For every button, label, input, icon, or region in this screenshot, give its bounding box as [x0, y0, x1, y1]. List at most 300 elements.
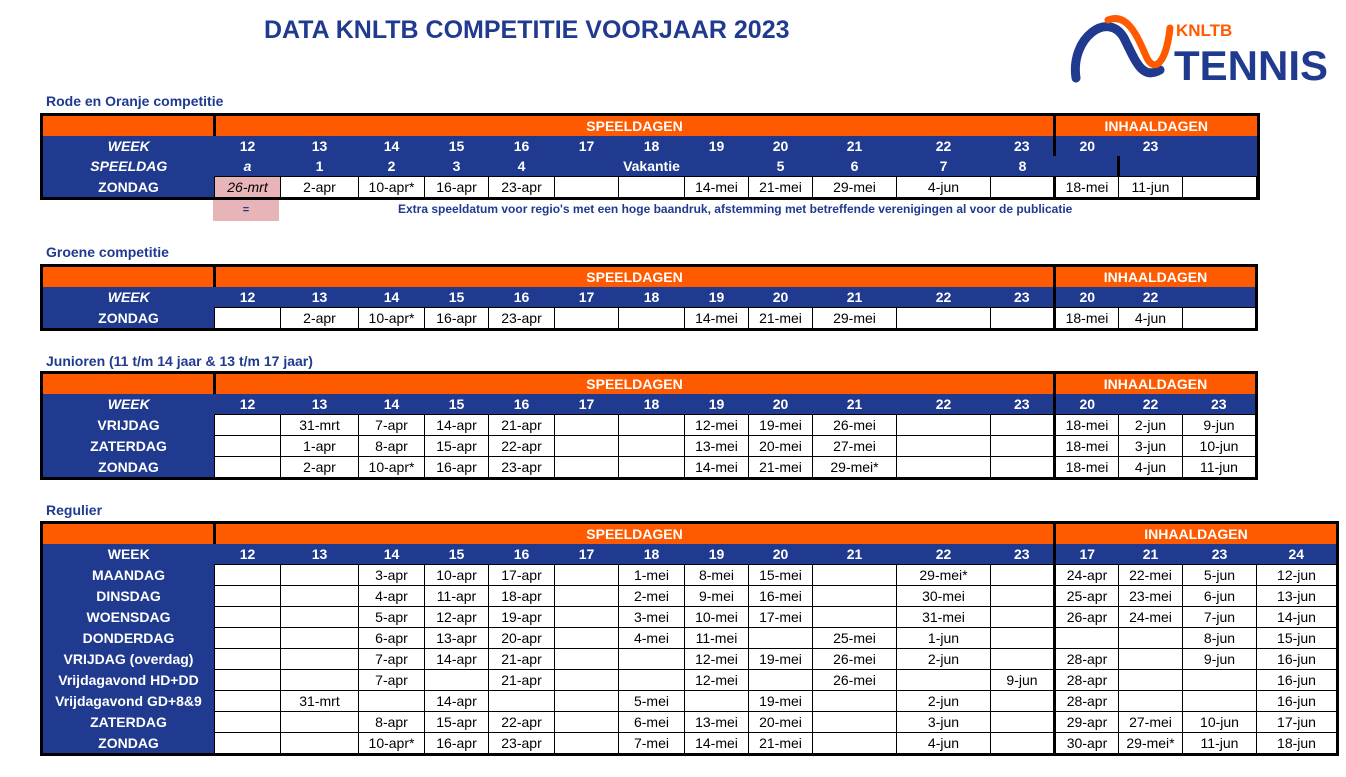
- date-cell: 14-mei: [685, 308, 749, 330]
- date-cell: 2-apr: [281, 308, 359, 330]
- catch-date-cell: [1119, 649, 1183, 670]
- date-cell: [991, 457, 1055, 479]
- week-cell: 21: [813, 544, 897, 565]
- week-cell: 13: [281, 287, 359, 308]
- week-cell: 20: [749, 394, 813, 415]
- date-cell: 7-apr: [359, 670, 425, 691]
- catch-date-cell: 22-mei: [1119, 565, 1183, 586]
- logo-brand: KNLTB: [1176, 21, 1233, 40]
- date-cell: 11-apr: [425, 586, 489, 607]
- catch-week-cell: 23: [1183, 394, 1257, 415]
- week-cell: 23: [991, 287, 1055, 308]
- date-cell: [555, 436, 619, 457]
- date-cell: [281, 628, 359, 649]
- week-cell: 18: [619, 394, 685, 415]
- week-cell: 17: [555, 136, 619, 156]
- catch-date-cell: 16-jun: [1257, 649, 1338, 670]
- date-cell: [619, 415, 685, 436]
- date-cell: [619, 670, 685, 691]
- date-cell: 1-jun: [897, 628, 991, 649]
- date-cell: [897, 415, 991, 436]
- row-label: ZATERDAG: [42, 712, 215, 733]
- date-cell: 26-mrt: [215, 177, 281, 199]
- table-row: [42, 649, 1338, 670]
- week-cell: 23: [991, 394, 1055, 415]
- date-cell: 14-apr: [425, 691, 489, 712]
- catch-date-cell: 9-jun: [1183, 415, 1257, 436]
- date-cell: 31-mei: [897, 607, 991, 628]
- catch-date-cell: 3-jun: [1119, 436, 1183, 457]
- week-cell: 13: [281, 544, 359, 565]
- date-cell: 4-jun: [897, 733, 991, 755]
- catch-week-cell: 20: [1055, 394, 1119, 415]
- date-cell: 10-apr*: [359, 177, 425, 199]
- catch-date-cell: 28-apr: [1055, 649, 1119, 670]
- table-row: [42, 607, 1338, 628]
- section-title-regulier: Regulier: [46, 502, 103, 518]
- date-cell: 10-mei: [685, 607, 749, 628]
- week-cell: 17: [555, 287, 619, 308]
- date-cell: 1-apr: [281, 436, 359, 457]
- regulier-table: [40, 521, 1339, 756]
- date-cell: [215, 308, 281, 330]
- speeldag-cell: a: [215, 156, 281, 177]
- date-cell: [619, 436, 685, 457]
- date-cell: [215, 436, 281, 457]
- catch-date-cell: 10-jun: [1183, 436, 1257, 457]
- row-label: DINSDAG: [42, 586, 215, 607]
- catch-date-cell: [1119, 691, 1183, 712]
- date-cell: [991, 607, 1055, 628]
- row-label: SPEELDAG: [42, 156, 215, 177]
- catch-date-cell: 29-mei*: [1119, 733, 1183, 755]
- date-cell: [897, 308, 991, 330]
- date-cell: 10-apr*: [359, 308, 425, 330]
- date-cell: [555, 712, 619, 733]
- week-cell: 14: [359, 136, 425, 156]
- catch-date-cell: 6-jun: [1183, 586, 1257, 607]
- date-cell: [897, 670, 991, 691]
- row-label: ZATERDAG: [42, 436, 215, 457]
- date-cell: [685, 691, 749, 712]
- date-cell: [555, 607, 619, 628]
- date-cell: 13-apr: [425, 628, 489, 649]
- date-cell: [897, 436, 991, 457]
- date-cell: [215, 649, 281, 670]
- date-cell: [215, 733, 281, 755]
- week-cell: 23: [991, 544, 1055, 565]
- week-cell: 21: [813, 287, 897, 308]
- date-cell: [749, 628, 813, 649]
- speeldagen-header: SPEELDAGEN: [215, 115, 1055, 137]
- week-cell: 22: [897, 394, 991, 415]
- date-cell: [619, 457, 685, 479]
- date-cell: [991, 308, 1055, 330]
- date-cell: [555, 670, 619, 691]
- speeldag-cell: 6: [813, 156, 897, 177]
- date-cell: [991, 733, 1055, 755]
- week-cell: 12: [215, 394, 281, 415]
- date-cell: 2-mei: [619, 586, 685, 607]
- date-cell: [991, 586, 1055, 607]
- date-cell: [619, 308, 685, 330]
- date-cell: 30-mei: [897, 586, 991, 607]
- catch-date-cell: [1183, 691, 1257, 712]
- catch-date-cell: 8-jun: [1183, 628, 1257, 649]
- date-cell: 21-mei: [749, 733, 813, 755]
- catch-date-cell: 29-apr: [1055, 712, 1119, 733]
- page-title: DATA KNLTB COMPETITIE VOORJAAR 2023: [264, 16, 790, 44]
- catch-week-cell: 21: [1119, 544, 1183, 565]
- date-cell: [215, 712, 281, 733]
- table-row: [42, 565, 1338, 586]
- catch-date-cell: 12-jun: [1257, 565, 1338, 586]
- catch-date-cell: 30-apr: [1055, 733, 1119, 755]
- date-cell: 13-mei: [685, 712, 749, 733]
- week-cell: 14: [359, 394, 425, 415]
- week-label: WEEK: [42, 287, 215, 308]
- row-label: VRIJDAG: [42, 415, 215, 436]
- date-cell: 7-mei: [619, 733, 685, 755]
- date-cell: 23-apr: [489, 177, 555, 199]
- week-cell: 18: [619, 136, 685, 156]
- table-row: [42, 436, 1257, 457]
- date-cell: 15-apr: [425, 712, 489, 733]
- date-cell: 31-mrt: [281, 691, 359, 712]
- row-label: MAANDAG: [42, 565, 215, 586]
- date-cell: [359, 691, 425, 712]
- row-label: Vrijdagavond HD+DD: [42, 670, 215, 691]
- date-cell: 23-apr: [489, 308, 555, 330]
- date-cell: 14-mei: [685, 733, 749, 755]
- date-cell: [813, 565, 897, 586]
- date-cell: 21-apr: [489, 670, 555, 691]
- date-cell: 21-apr: [489, 649, 555, 670]
- date-cell: [991, 415, 1055, 436]
- catch-date-cell: 5-jun: [1183, 565, 1257, 586]
- date-cell: 20-mei: [749, 436, 813, 457]
- date-cell: [489, 691, 555, 712]
- date-cell: 22-apr: [489, 436, 555, 457]
- date-cell: 14-mei: [685, 457, 749, 479]
- date-cell: 11-mei: [685, 628, 749, 649]
- date-cell: [749, 670, 813, 691]
- date-cell: [555, 415, 619, 436]
- catch-date-cell: 7-jun: [1183, 607, 1257, 628]
- catch-date-cell: 28-apr: [1055, 670, 1119, 691]
- catch-date-cell: 27-mei: [1119, 712, 1183, 733]
- date-cell: [555, 565, 619, 586]
- date-cell: 5-apr: [359, 607, 425, 628]
- row-label: WOENSDAG: [42, 607, 215, 628]
- inhaaldagen-header: INHAALDAGEN: [1055, 373, 1257, 395]
- table-row: [42, 415, 1257, 436]
- groene-table: [40, 264, 1258, 331]
- row-label: ZONDAG: [42, 457, 215, 479]
- logo-name: TENNIS: [1174, 42, 1328, 89]
- date-cell: 16-apr: [425, 733, 489, 755]
- catch-date-cell: 4-jun: [1119, 457, 1183, 479]
- table-row: [42, 457, 1257, 479]
- table-row: [42, 691, 1338, 712]
- row-label: Vrijdagavond GD+8&9: [42, 691, 215, 712]
- catch-week-cell: 20: [1055, 136, 1119, 156]
- date-cell: [281, 649, 359, 670]
- date-cell: 21-mei: [749, 457, 813, 479]
- catch-date-cell: 24-mei: [1119, 607, 1183, 628]
- date-cell: 18-apr: [489, 586, 555, 607]
- date-cell: 10-apr*: [359, 733, 425, 755]
- date-cell: [215, 457, 281, 479]
- date-cell: 16-apr: [425, 308, 489, 330]
- date-cell: [215, 586, 281, 607]
- catch-date-cell: 24-apr: [1055, 565, 1119, 586]
- date-cell: [813, 712, 897, 733]
- date-cell: 21-mei: [749, 308, 813, 330]
- row-label: DONDERDAG: [42, 628, 215, 649]
- catch-date-cell: 11-jun: [1183, 733, 1257, 755]
- date-cell: 20-mei: [749, 712, 813, 733]
- catch-date-cell: [1183, 670, 1257, 691]
- catch-week-cell: 24: [1257, 544, 1338, 565]
- week-cell: 12: [215, 136, 281, 156]
- week-cell: 22: [897, 287, 991, 308]
- week-cell: 14: [359, 287, 425, 308]
- catch-week-cell: 22: [1119, 394, 1183, 415]
- date-cell: [813, 586, 897, 607]
- date-cell: [555, 457, 619, 479]
- table-row: [42, 733, 1338, 755]
- date-cell: [281, 586, 359, 607]
- date-cell: 29-mei*: [813, 457, 897, 479]
- date-cell: 5-mei: [619, 691, 685, 712]
- date-cell: 17-mei: [749, 607, 813, 628]
- date-cell: [215, 691, 281, 712]
- date-cell: [555, 177, 619, 199]
- date-cell: 12-mei: [685, 649, 749, 670]
- week-cell: 13: [281, 394, 359, 415]
- date-cell: 27-mei: [813, 436, 897, 457]
- inhaaldagen-header: INHAALDAGEN: [1055, 115, 1257, 137]
- week-cell: 15: [425, 544, 489, 565]
- date-cell: [991, 436, 1055, 457]
- week-cell: 18: [619, 544, 685, 565]
- date-cell: [281, 565, 359, 586]
- date-cell: [813, 607, 897, 628]
- date-cell: [281, 712, 359, 733]
- speeldag-cell: 5: [749, 156, 813, 177]
- week-label: WEEK: [42, 394, 215, 415]
- date-cell: 26-mei: [813, 415, 897, 436]
- date-cell: 23-apr: [489, 457, 555, 479]
- date-cell: [215, 628, 281, 649]
- week-cell: 13: [281, 136, 359, 156]
- catch-week-cell: 20: [1055, 287, 1119, 308]
- catch-date-cell: 11-jun: [1183, 457, 1257, 479]
- date-cell: [215, 670, 281, 691]
- date-cell: 25-mei: [813, 628, 897, 649]
- catch-date-cell: 2-jun: [1119, 415, 1183, 436]
- catch-date-cell: 18-mei: [1055, 308, 1119, 330]
- date-cell: [619, 177, 685, 199]
- week-cell: 19: [685, 287, 749, 308]
- date-cell: 19-mei: [749, 691, 813, 712]
- week-label: WEEK: [42, 544, 215, 565]
- section-title-rode-oranje: Rode en Oranje competitie: [46, 93, 224, 109]
- speeldag-cell: 7: [897, 156, 991, 177]
- date-cell: [991, 628, 1055, 649]
- catch-date-cell: 25-apr: [1055, 586, 1119, 607]
- date-cell: 20-apr: [489, 628, 555, 649]
- table-row: [42, 670, 1338, 691]
- week-cell: 21: [813, 136, 897, 156]
- date-cell: 13-mei: [685, 436, 749, 457]
- date-cell: 23-apr: [489, 733, 555, 755]
- date-cell: 14-apr: [425, 415, 489, 436]
- week-cell: 14: [359, 544, 425, 565]
- speeldag-vakantie: Vakantie: [555, 156, 749, 177]
- date-cell: 3-apr: [359, 565, 425, 586]
- date-cell: 19-mei: [749, 415, 813, 436]
- date-cell: [281, 607, 359, 628]
- catch-date-cell: 17-jun: [1257, 712, 1338, 733]
- speeldagen-header: SPEELDAGEN: [215, 373, 1055, 395]
- date-cell: 29-mei: [813, 177, 897, 199]
- date-cell: 2-jun: [897, 691, 991, 712]
- date-cell: 8-mei: [685, 565, 749, 586]
- catch-date-cell: 13-jun: [1257, 586, 1338, 607]
- catch-date-cell: 18-mei: [1055, 415, 1119, 436]
- date-cell: [897, 457, 991, 479]
- date-cell: [555, 649, 619, 670]
- speeldag-cell: 1: [281, 156, 359, 177]
- inhaaldagen-header: INHAALDAGEN: [1055, 523, 1338, 545]
- date-cell: [555, 733, 619, 755]
- week-cell: 16: [489, 136, 555, 156]
- week-cell: 19: [685, 394, 749, 415]
- date-cell: 14-mei: [685, 177, 749, 199]
- date-cell: 15-mei: [749, 565, 813, 586]
- catch-date-cell: 11-jun: [1119, 177, 1183, 199]
- week-cell: 15: [425, 287, 489, 308]
- week-cell: 18: [619, 287, 685, 308]
- date-cell: 12-mei: [685, 415, 749, 436]
- date-cell: 4-mei: [619, 628, 685, 649]
- speeldag-cell: 8: [991, 156, 1055, 177]
- date-cell: 19-apr: [489, 607, 555, 628]
- speeldag-cell: [1055, 156, 1119, 177]
- date-cell: [619, 649, 685, 670]
- date-cell: 2-apr: [281, 177, 359, 199]
- date-cell: 3-jun: [897, 712, 991, 733]
- week-cell: 19: [685, 136, 749, 156]
- date-cell: 6-apr: [359, 628, 425, 649]
- inhaaldagen-header: INHAALDAGEN: [1055, 266, 1257, 288]
- week-cell: 16: [489, 544, 555, 565]
- row-label: VRIJDAG (overdag): [42, 649, 215, 670]
- date-cell: 8-apr: [359, 712, 425, 733]
- date-cell: [991, 649, 1055, 670]
- row-label: ZONDAG: [42, 308, 215, 330]
- date-cell: [215, 415, 281, 436]
- date-cell: [215, 607, 281, 628]
- date-cell: 10-apr: [425, 565, 489, 586]
- catch-date-cell: 28-apr: [1055, 691, 1119, 712]
- week-cell: 21: [813, 394, 897, 415]
- week-cell: 17: [555, 394, 619, 415]
- date-cell: [215, 565, 281, 586]
- date-cell: [991, 177, 1055, 199]
- date-cell: 2-apr: [281, 457, 359, 479]
- catch-date-cell: 18-jun: [1257, 733, 1338, 755]
- date-cell: 26-mei: [813, 649, 897, 670]
- date-cell: 4-apr: [359, 586, 425, 607]
- speeldagen-header: SPEELDAGEN: [215, 266, 1055, 288]
- catch-date-cell: [1119, 670, 1183, 691]
- date-cell: [555, 691, 619, 712]
- date-cell: 10-apr*: [359, 457, 425, 479]
- catch-date-cell: 4-jun: [1119, 308, 1183, 330]
- week-label: WEEK: [42, 136, 215, 156]
- date-cell: 3-mei: [619, 607, 685, 628]
- date-cell: [991, 712, 1055, 733]
- catch-week-cell: 17: [1055, 544, 1119, 565]
- catch-date-cell: 16-jun: [1257, 691, 1338, 712]
- date-cell: [991, 691, 1055, 712]
- week-cell: 17: [555, 544, 619, 565]
- catch-date-cell: 18-mei: [1055, 436, 1119, 457]
- date-cell: 15-apr: [425, 436, 489, 457]
- week-cell: 15: [425, 394, 489, 415]
- legend-swatch: =: [213, 200, 279, 221]
- speeldag-cell: 4: [489, 156, 555, 177]
- section-title-junioren: Junioren (11 t/m 14 jaar & 13 t/m 17 jaar): [46, 353, 313, 369]
- date-cell: 31-mrt: [281, 415, 359, 436]
- catch-date-cell: [1183, 177, 1257, 199]
- catch-week-cell: [1183, 136, 1257, 156]
- row-label: ZONDAG: [42, 733, 215, 755]
- date-cell: 29-mei: [813, 308, 897, 330]
- date-cell: [813, 733, 897, 755]
- speeldag-cell: 3: [425, 156, 489, 177]
- week-cell: 20: [749, 136, 813, 156]
- catch-date-cell: 23-mei: [1119, 586, 1183, 607]
- week-cell: 19: [685, 544, 749, 565]
- date-cell: 6-mei: [619, 712, 685, 733]
- catch-week-cell: 23: [1183, 544, 1257, 565]
- date-cell: 2-jun: [897, 649, 991, 670]
- date-cell: 1-mei: [619, 565, 685, 586]
- week-cell: 20: [749, 544, 813, 565]
- date-cell: 9-mei: [685, 586, 749, 607]
- week-cell: 15: [425, 136, 489, 156]
- catch-week-cell: 23: [1119, 136, 1183, 156]
- date-cell: [555, 628, 619, 649]
- date-cell: 21-mei: [749, 177, 813, 199]
- catch-date-cell: 18-mei: [1055, 177, 1119, 199]
- date-cell: 4-jun: [897, 177, 991, 199]
- week-cell: 22: [897, 136, 991, 156]
- date-cell: 8-apr: [359, 436, 425, 457]
- table-row: [42, 628, 1338, 649]
- week-cell: 16: [489, 394, 555, 415]
- week-cell: 12: [215, 544, 281, 565]
- date-cell: 17-apr: [489, 565, 555, 586]
- catch-date-cell: [1119, 628, 1183, 649]
- knltb-tennis-logo: [1068, 8, 1328, 94]
- junioren-table: [40, 371, 1258, 480]
- week-cell: 16: [489, 287, 555, 308]
